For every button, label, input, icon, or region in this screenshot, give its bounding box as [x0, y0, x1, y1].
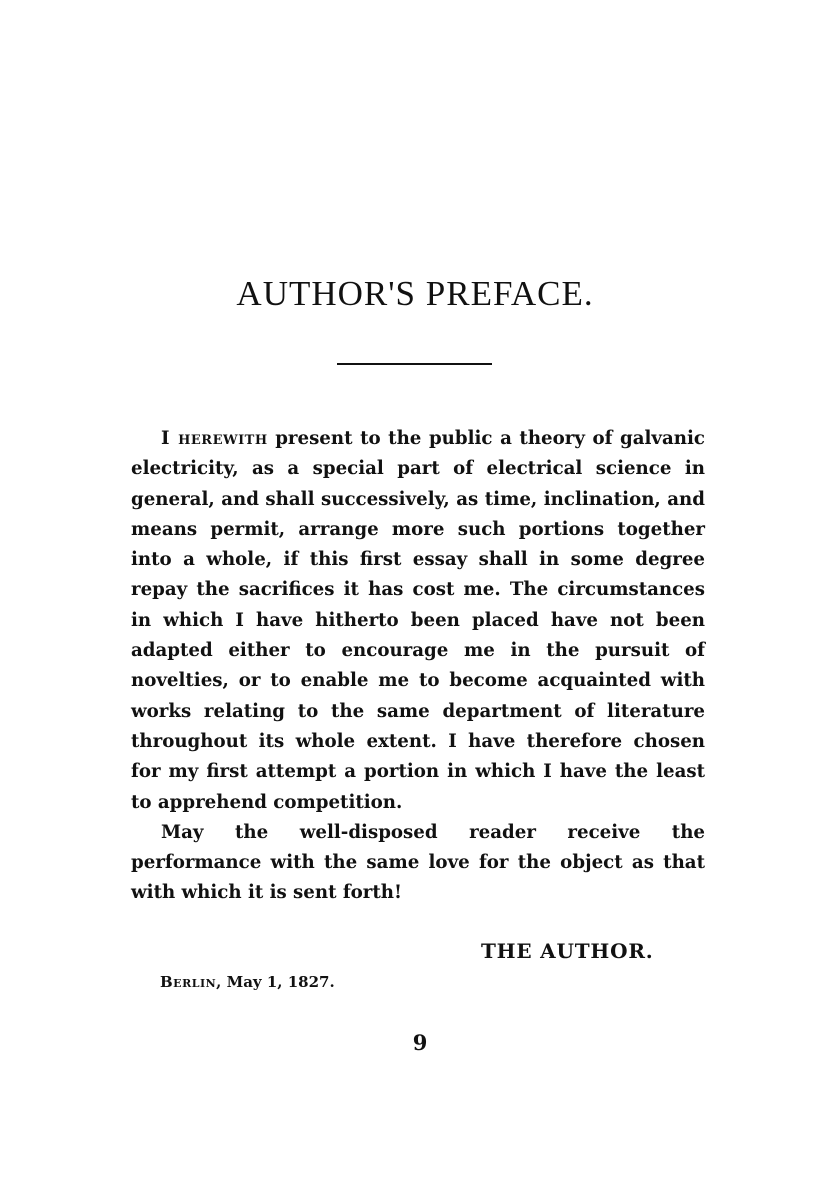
- paragraph-1-text: present to the public a theory of galvanic electricity, as a special part of electrical science in general, and shall successively, as time, inclination, and means permit, arrange more such portions together into a whole, if this first essay shall in some degree repay the sacrifices it has cost me. The circumstances in which I have hitherto been placed have not been adapted either to encourage me in the pursuit of novelties, or to enable me to become acquainted with works relating to the same department of literature throughout its whole extent. I have therefore chosen for my first attempt a portion in which I have the least to apprehend competition.: [131, 428, 705, 813]
- author-signature: THE AUTHOR.: [481, 939, 654, 963]
- dateline-place: Berlin: [160, 973, 217, 991]
- page-title: AUTHOR'S PREFACE.: [236, 274, 594, 313]
- preface-paragraph-1: [131, 424, 705, 818]
- dateline: [160, 973, 335, 991]
- preface-paragraph-2: May the well-disposed reader receive the performance with the same love for the object as that with which it is sent forth!: [131, 821, 705, 904]
- dateline-date: , May 1, 1827.: [216, 973, 335, 991]
- paragraph-lead-smallcaps: I herewith: [161, 428, 268, 449]
- preface-body: [131, 424, 705, 909]
- page-number: 9: [412, 1030, 428, 1055]
- title-divider: [337, 363, 492, 365]
